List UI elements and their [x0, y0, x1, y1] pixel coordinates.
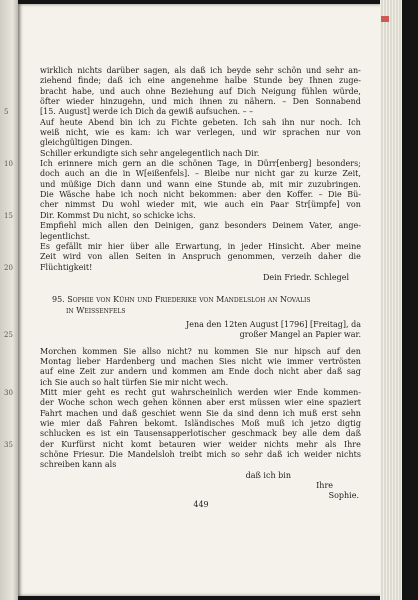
line-text: Montag lieber Hardenberg und machen Sies nicht wie immer vertrösten [40, 356, 361, 366]
line-text: Flüchtigkeit! [40, 262, 93, 272]
text-line [40, 347, 361, 357]
text-line [40, 429, 361, 439]
text-line [40, 419, 361, 429]
line-text: wie mier daß Fahren bekomt. Isländisches Moß muß ich jetzo digtig [40, 419, 361, 428]
text-line [40, 232, 361, 242]
line-text: Morchen kommen Sie allso nicht? nu kommen Sie nur hipsch auf den [40, 346, 361, 356]
closing-text: daß ich bin [245, 470, 291, 480]
closing-signature-text: Sophie. [328, 491, 359, 501]
line-text: auf eine Zeit zur andern und kommen am Ende doch nicht aber daß sag [40, 367, 361, 377]
page-body-text [4, 66, 361, 502]
text-line [40, 378, 361, 388]
line-text: der Woche schon wech gehen können aber erst müssen wier eine spaziert [40, 398, 361, 408]
line-text: Mitt mier geht es recht gut wahrscheinlich werden wier Ende kommen- [40, 387, 361, 397]
line-number: 30 [4, 388, 13, 397]
text-line [40, 180, 361, 190]
line-text: ziehend finde; daß ich eine angenehme halbe Stunde bey Ihnen zuge- [40, 76, 361, 86]
text-line [40, 76, 361, 86]
text-line [40, 460, 361, 470]
dateline-line2 [4, 330, 361, 340]
text-line [4, 439, 361, 450]
background-shadow [402, 0, 418, 600]
text-line [40, 242, 361, 252]
line-text: der Kurfürst nicht komt betauren wier weider nichts mehr als Ihre [40, 439, 361, 449]
dateline-text: Jena den 12ten August [1796] [Freitag], da [186, 319, 361, 329]
left-page-edge [0, 0, 18, 600]
line-text: Auf heute Abend bin ich zu Fichte gebeten. Ich sah ihn nur noch. Ich [40, 117, 361, 127]
text-line [4, 107, 361, 117]
line-number: 20 [4, 263, 13, 272]
text-line [40, 149, 361, 159]
text-line [40, 252, 361, 262]
line-text: Zeit wird von allen Seiten in Anspruch genommen, verzeih daher die [40, 252, 361, 262]
line-text: Es gefällt mir hier über alle Erwartung, in jeder Hinsicht. Aber meine [40, 241, 361, 251]
text-line [40, 409, 361, 419]
text-line [40, 87, 361, 97]
text-line [40, 118, 361, 128]
text-line [4, 210, 361, 221]
line-text: Schiller erkundigte sich sehr angelegentlich nach Dir. [40, 148, 260, 158]
text-line [40, 138, 361, 148]
line-text: Fahrt machen und daß geschiet wenn Sie da sind denn ich muß erst sehn [40, 408, 361, 418]
dateline-line2-text: großer Mangel an Papier war. [239, 330, 361, 340]
line-text: schöne Friesur. Die Mandelsloh treibt mich so sehr daß ich weider nichts [40, 450, 361, 460]
signature-text: Dein Friedr. Schlegel [262, 272, 349, 282]
line-text: wirklich nichts darüber sagen, als daß ich beyde sehr schön und sehr an- [40, 66, 361, 75]
line-text: weiß nicht, wie es kam: ich war verlegen, und wir sprachen nur von [40, 128, 361, 138]
line-text: Ich erinnere mich gern an die schönen Tage, in Dürr[enberg] besonders; [40, 159, 361, 169]
bookmark-ribbon [381, 16, 389, 22]
line-text: ich Sie auch so halt türfen Sie mir nicht wech. [40, 377, 229, 387]
closing [40, 471, 361, 481]
page-number: 449 [193, 500, 209, 509]
letter-heading-line2-text: in Weissenfels [66, 305, 126, 315]
dateline [40, 320, 361, 330]
signature [40, 273, 361, 283]
text-line [40, 190, 361, 200]
text-line [4, 262, 361, 273]
text-line [40, 221, 361, 231]
letter-heading-text: 95. Sophie von Kühn und Friederike von Mandelsloh an Novalis [52, 295, 311, 305]
line-number: 25 [4, 331, 13, 340]
text-line [40, 398, 361, 408]
line-text: bracht habe, und auch ohne Beziehung auf Dich Neigung fühlen würde, [40, 86, 361, 96]
text-line [40, 367, 361, 377]
text-line [4, 387, 361, 398]
line-number: 35 [4, 440, 13, 449]
line-text: gleichgültigen Dingen. [40, 138, 133, 148]
line-text: Empfiehl mich allen den Deinigen, ganz besonders Deinem Vater, ange- [40, 221, 361, 231]
text-line [40, 169, 361, 179]
line-text: [15. August] werde ich Dich da gewiß aufsuchen. – – [40, 107, 254, 117]
text-line [40, 97, 361, 107]
text-line [4, 159, 361, 169]
text-line [40, 450, 361, 460]
line-text: öfter wieder hinzugehn, und mich ihnen zu nähern. – Den Sonnabend [40, 97, 361, 107]
line-text: legentlichst. [40, 231, 91, 241]
text-line [40, 66, 361, 76]
line-text: Die Wäsche habe ich noch nicht bekommen: aber den Koffer. – Die Bü- [40, 190, 361, 200]
line-number: 5 [4, 108, 9, 117]
letter-heading [40, 295, 361, 305]
text-line [40, 200, 361, 210]
line-text: cher nimmst Du wohl wieder mit, wie auch ein Paar Str[ümpfe] von [40, 200, 361, 210]
closing-line2 [40, 481, 361, 491]
line-number: 15 [4, 211, 13, 220]
letter-heading-line2 [40, 306, 361, 316]
text-line [40, 128, 361, 138]
closing-line2-text: Ihre [316, 481, 333, 491]
line-text: schreiben kann als [40, 460, 117, 470]
page-edges [380, 0, 402, 600]
line-text: und müßige Dich dann und wann eine Stunde ab, mit mir zuzubringen. [40, 179, 361, 189]
line-text: doch auch an die in W[eißenfels]. – Bleibe nur nicht gar zu kurze Zeit, [40, 169, 361, 179]
line-number: 10 [4, 160, 13, 169]
line-text: Dir. Kommst Du nicht, so schicke ichs. [40, 210, 196, 220]
text-line [40, 357, 361, 367]
line-text: schlucken es ist ein Tausensapperlotischer geschmack bey alle dem daß [40, 429, 361, 439]
